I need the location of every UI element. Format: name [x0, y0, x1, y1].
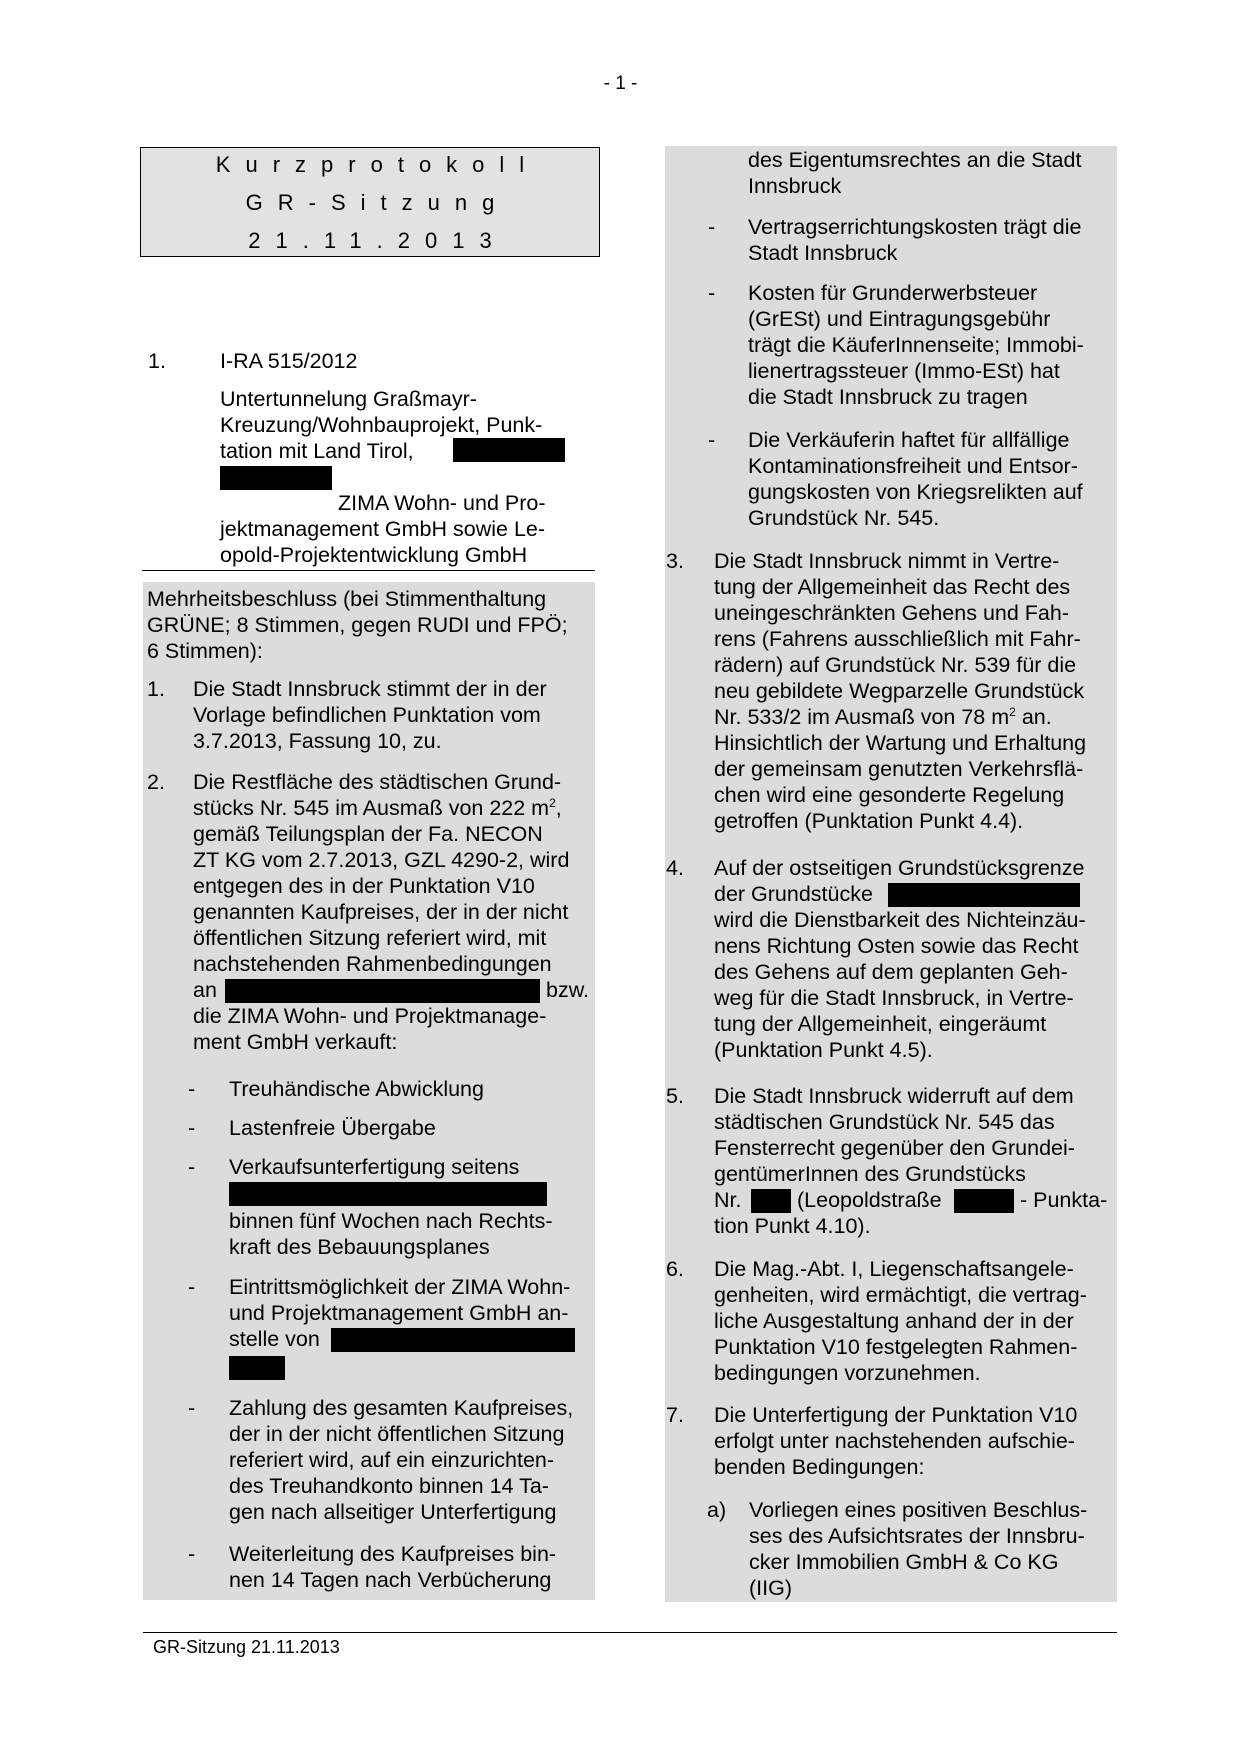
redaction-box — [954, 1189, 1014, 1213]
page-number: - 1 - — [603, 73, 638, 94]
para-5-number: 5. — [666, 1084, 684, 1108]
para-7-number: 7. — [666, 1403, 684, 1427]
redaction-box — [229, 1182, 547, 1206]
title-line-2: GR-Sitzung — [245, 190, 510, 215]
redaction-box — [751, 1189, 791, 1213]
para-2-number: 2. — [147, 770, 165, 794]
title-box — [140, 147, 600, 257]
redaction-box — [220, 466, 332, 490]
footer-rule — [143, 1632, 1117, 1633]
bullet-dash: - — [708, 428, 716, 452]
title-line-3: 21.11.2013 — [248, 228, 507, 253]
bullet-dash: - — [188, 1542, 196, 1566]
para-a-label: a) — [707, 1498, 727, 1522]
divider — [142, 570, 595, 571]
redaction-box — [229, 1356, 285, 1380]
agenda-reference: I-RA 515/2012 — [220, 349, 358, 373]
redaction-box — [331, 1328, 575, 1352]
redaction-box — [225, 979, 540, 1003]
bullet-dash: - — [708, 281, 716, 305]
agenda-number: 1. — [148, 349, 166, 373]
bullet-escrow: Treuhändische Abwicklung — [229, 1077, 484, 1101]
redaction-box — [453, 438, 565, 462]
bullet-dash: - — [188, 1396, 196, 1420]
bullet-dash: - — [708, 215, 716, 239]
bullet-dash: - — [188, 1077, 196, 1101]
redaction-box — [888, 883, 1080, 907]
footer-text: GR-Sitzung 21.11.2013 — [153, 1637, 340, 1657]
bullet-encumbrance-free: Lastenfreie Übergabe — [229, 1116, 436, 1140]
bullet-dash: - — [188, 1155, 196, 1179]
bullet-dash: - — [188, 1116, 196, 1140]
para-1-number: 1. — [147, 677, 165, 701]
para-6-number: 6. — [666, 1257, 684, 1281]
para-4-number: 4. — [666, 856, 684, 880]
title-line-1: Kurzprotokoll — [215, 152, 540, 177]
bullet-dash: - — [188, 1275, 196, 1299]
para-3-number: 3. — [666, 549, 684, 573]
